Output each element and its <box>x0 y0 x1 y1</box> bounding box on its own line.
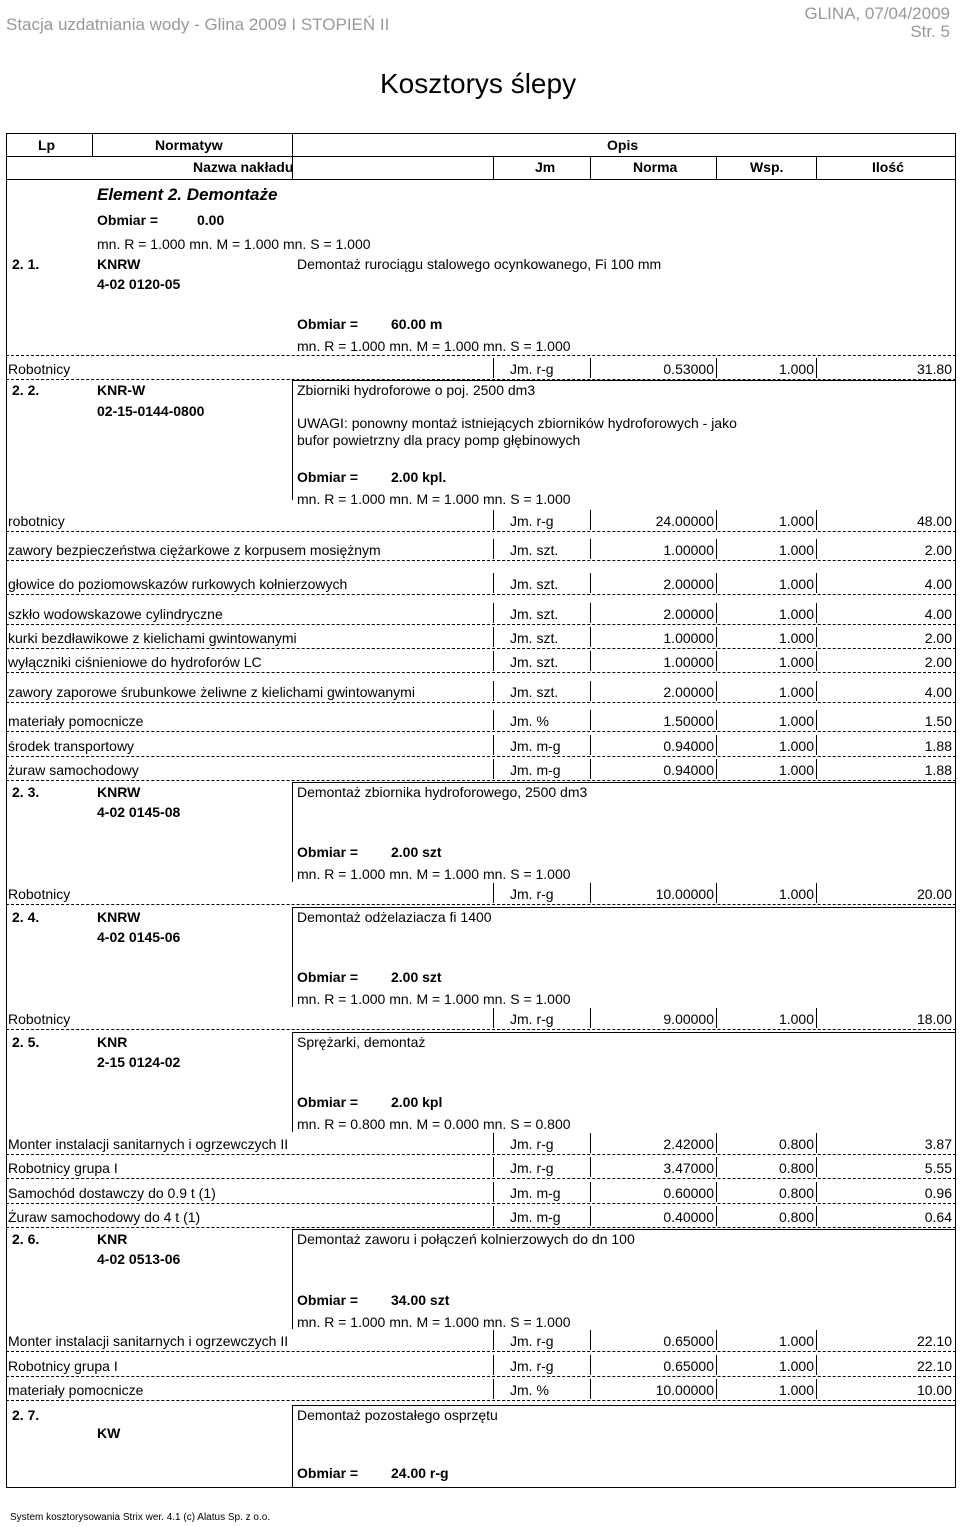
column-separator <box>590 510 591 530</box>
position-code: KNRW <box>97 909 141 925</box>
resource-quantity: 1.88 <box>924 738 952 754</box>
column-separator <box>590 759 591 779</box>
column-separator <box>816 603 817 623</box>
column-separator <box>816 735 817 755</box>
position-multipliers: mn. R = 1.000 mn. M = 1.000 mn. S = 1.000 <box>297 338 571 354</box>
column-separator <box>816 1355 817 1375</box>
column-separator <box>590 681 591 701</box>
resource-name: Robotnicy grupa I <box>8 1358 118 1374</box>
position-obmiar-value: 2.00 szt <box>391 844 442 860</box>
position-code-number: 2-15 0124-02 <box>97 1054 181 1070</box>
column-separator <box>493 1008 494 1028</box>
column-separator <box>590 573 591 593</box>
resource-name: Robotnicy grupa I <box>8 1160 118 1176</box>
position-obmiar-label: Obmiar = <box>297 844 359 860</box>
resource-unit: Jm. m-g <box>510 1209 561 1225</box>
resource-norm: 0.94000 <box>663 762 714 778</box>
column-separator <box>816 1008 817 1028</box>
position-lp: 2. 2. <box>12 382 40 398</box>
position-obmiar-value: 60.00 m <box>391 316 443 332</box>
col-header-opis: Opis <box>607 137 639 153</box>
col-header-nazwa: Nazwa nakładu <box>193 159 294 175</box>
column-separator <box>716 651 717 671</box>
col-header-norma: Norma <box>633 159 678 175</box>
column-separator <box>493 651 494 671</box>
position-description: Sprężarki, demontaż <box>297 1034 426 1050</box>
resource-norm: 0.40000 <box>663 1209 714 1225</box>
column-separator <box>816 681 817 701</box>
resource-quantity: 2.00 <box>924 630 952 646</box>
position-lp: 2. 5. <box>12 1034 40 1050</box>
resource-norm: 9.00000 <box>663 1011 714 1027</box>
resource-norm: 2.00000 <box>663 576 714 592</box>
resource-unit: Jm. % <box>510 1382 549 1398</box>
resource-norm: 0.60000 <box>663 1185 714 1201</box>
column-separator <box>493 735 494 755</box>
column-separator <box>493 1330 494 1350</box>
description-border <box>292 380 293 500</box>
position-description: Demontaż zbiornika hydroforowego, 2500 dm3 <box>297 784 588 800</box>
header-divider <box>6 156 956 157</box>
resource-norm: 2.00000 <box>663 606 714 622</box>
column-separator <box>716 510 717 530</box>
resource-factor: 1.000 <box>778 513 814 529</box>
column-separator <box>816 710 817 730</box>
resource-quantity: 10.00 <box>916 1382 952 1398</box>
position-remarks: UWAGI: ponowny montaż istniejących zbiorników hydroforowych - jako <box>297 415 737 431</box>
resource-factor: 1.000 <box>778 1382 814 1398</box>
document-header-date: GLINA, 07/04/2009 <box>804 4 950 23</box>
resource-name: Monter instalacji sanitarnych i ogrzewczych II <box>8 1333 289 1349</box>
column-separator <box>816 1206 817 1226</box>
col-header-lp: Lp <box>38 137 56 153</box>
column-separator <box>590 539 591 559</box>
position-description: Demontaż pozostałego osprzętu <box>297 1407 498 1423</box>
row-separator <box>6 531 956 532</box>
column-separator <box>590 710 591 730</box>
row-separator <box>6 355 956 356</box>
resource-unit: Jm. szt. <box>510 542 559 558</box>
resource-factor: 0.800 <box>778 1136 814 1152</box>
position-obmiar-value: 34.00 szt <box>391 1292 450 1308</box>
resource-factor: 1.000 <box>778 606 814 622</box>
resource-quantity: 22.10 <box>916 1358 952 1374</box>
resource-factor: 1.000 <box>778 684 814 700</box>
resource-name: głowice do poziomowskazów rurkowych kołnierzowych <box>8 576 348 592</box>
resource-quantity: 2.00 <box>924 654 952 670</box>
row-separator <box>6 1029 956 1030</box>
column-separator <box>816 1379 817 1399</box>
column-separator <box>816 651 817 671</box>
resource-quantity: 4.00 <box>924 576 952 592</box>
resource-quantity: 3.87 <box>924 1136 952 1152</box>
resource-name: kurki bezdławikowe z kielichami gwintowanymi <box>8 630 297 646</box>
column-separator <box>493 759 494 779</box>
row-separator <box>6 624 956 625</box>
column-separator <box>716 681 717 701</box>
resource-factor: 0.800 <box>778 1160 814 1176</box>
resource-quantity: 22.10 <box>916 1333 952 1349</box>
row-separator <box>6 1154 956 1155</box>
resource-factor: 1.000 <box>778 713 814 729</box>
resource-quantity: 18.00 <box>916 1011 952 1027</box>
description-border <box>292 1032 293 1132</box>
position-lp: 2. 3. <box>12 784 40 800</box>
resource-name: Żuraw samochodowy do 4 t (1) <box>8 1209 201 1225</box>
resource-unit: Jm. r-g <box>510 1160 554 1176</box>
column-separator <box>816 1182 817 1202</box>
resource-name: robotnicy <box>8 513 65 529</box>
position-code: KNRW <box>97 784 141 800</box>
column-separator <box>716 539 717 559</box>
resource-quantity: 1.50 <box>924 713 952 729</box>
resource-name: szkło wodowskazowe cylindryczne <box>8 606 223 622</box>
resource-name: Robotnicy <box>8 1011 71 1027</box>
column-separator <box>493 603 494 623</box>
column-separator <box>493 883 494 903</box>
resource-quantity: 4.00 <box>924 684 952 700</box>
resource-norm: 0.53000 <box>663 361 714 377</box>
resource-name: materiały pomocnicze <box>8 713 144 729</box>
resource-unit: Jm. r-g <box>510 1011 554 1027</box>
position-top-rule <box>292 380 956 381</box>
resource-name: zawory zaporowe śrubunkowe żeliwne z kielichami gwintowanymi <box>8 684 415 700</box>
page-number: Str. 5 <box>910 22 950 41</box>
column-separator <box>590 735 591 755</box>
column-separator <box>493 1379 494 1399</box>
resource-unit: Jm. % <box>510 713 549 729</box>
position-obmiar-label: Obmiar = <box>297 1292 359 1308</box>
resource-norm: 1.50000 <box>663 713 714 729</box>
resource-norm: 1.00000 <box>663 630 714 646</box>
column-separator <box>590 603 591 623</box>
resource-unit: Jm. r-g <box>510 1136 554 1152</box>
resource-quantity: 0.96 <box>924 1185 952 1201</box>
resource-norm: 1.00000 <box>663 654 714 670</box>
column-separator <box>816 1133 817 1153</box>
position-multipliers: mn. R = 1.000 mn. M = 1.000 mn. S = 1.000 <box>297 491 571 507</box>
position-code-number: 4-02 0145-08 <box>97 804 181 820</box>
column-separator <box>816 627 817 647</box>
column-separator <box>590 1008 591 1028</box>
col-header-ilosc: Ilość <box>872 159 904 175</box>
position-multipliers: mn. R = 1.000 mn. M = 1.000 mn. S = 1.000 <box>297 991 571 1007</box>
resource-norm: 10.00000 <box>655 886 714 902</box>
header-bottom-rule <box>6 179 956 180</box>
resource-unit: Jm. szt. <box>510 606 559 622</box>
resource-norm: 2.42000 <box>663 1136 714 1152</box>
row-separator <box>6 1376 956 1377</box>
column-separator <box>493 510 494 530</box>
col-header-normatyw: Normatyw <box>155 137 223 153</box>
column-separator <box>716 1157 717 1177</box>
position-obmiar-value: 2.00 kpl. <box>391 469 447 485</box>
resource-unit: Jm. szt. <box>510 630 559 646</box>
column-separator <box>816 883 817 903</box>
position-lp: 2. 7. <box>12 1407 40 1423</box>
position-description: Demontaż zaworu i połączeń kolnierzowych do dn 100 <box>297 1231 635 1247</box>
resource-factor: 1.000 <box>778 886 814 902</box>
column-separator <box>493 1182 494 1202</box>
position-code-number: 4-02 0513-06 <box>97 1251 181 1267</box>
resource-norm: 0.65000 <box>663 1358 714 1374</box>
position-code-number: 4-02 0145-06 <box>97 929 181 945</box>
column-separator <box>493 681 494 701</box>
header-col-line <box>816 156 817 179</box>
resource-quantity: 2.00 <box>924 542 952 558</box>
column-separator <box>493 1206 494 1226</box>
position-obmiar-label: Obmiar = <box>297 969 359 985</box>
position-top-rule <box>292 1229 956 1230</box>
row-separator <box>6 1400 956 1401</box>
column-separator <box>590 627 591 647</box>
resource-factor: 1.000 <box>778 1333 814 1349</box>
position-code-number: 4-02 0120-05 <box>97 276 181 292</box>
column-separator <box>716 1133 717 1153</box>
resource-factor: 1.000 <box>778 361 814 377</box>
column-separator <box>493 539 494 559</box>
position-remarks-cont: bufor powietrzny dla pracy pomp głębinowych <box>297 432 581 448</box>
column-separator <box>716 358 717 378</box>
resource-norm: 10.00000 <box>655 1382 714 1398</box>
resource-name: Monter instalacji sanitarnych i ogrzewczych II <box>8 1136 289 1152</box>
position-description: Demontaż rurociągu stalowego ocynkowanego, Fi 100 mm <box>297 256 662 272</box>
resource-unit: Jm. r-g <box>510 1333 554 1349</box>
column-separator <box>716 1206 717 1226</box>
page-title: Kosztorys ślepy <box>380 68 577 99</box>
position-top-rule <box>292 907 956 908</box>
column-separator <box>590 883 591 903</box>
column-separator <box>816 1157 817 1177</box>
position-code: KNR-W <box>97 382 146 398</box>
resource-unit: Jm. m-g <box>510 1185 561 1201</box>
resource-unit: Jm. szt. <box>510 684 559 700</box>
resource-name: materiały pomocnicze <box>8 1382 144 1398</box>
resource-unit: Jm. m-g <box>510 762 561 778</box>
position-multipliers: mn. R = 1.000 mn. M = 1.000 mn. S = 1.000 <box>297 1314 571 1330</box>
resource-unit: Jm. szt. <box>510 654 559 670</box>
position-lp: 2. 1. <box>12 256 40 272</box>
row-separator <box>6 594 956 595</box>
column-separator <box>590 1330 591 1350</box>
element-obmiar-label: Obmiar = <box>97 212 159 228</box>
column-separator <box>816 358 817 378</box>
resource-factor: 1.000 <box>778 542 814 558</box>
column-separator <box>590 1206 591 1226</box>
resource-quantity: 20.00 <box>916 886 952 902</box>
resource-unit: Jm. r-g <box>510 361 554 377</box>
resource-name: Samochód dostawczy do 0.9 t (1) <box>8 1185 216 1201</box>
element-title: Element 2. Demontaże <box>97 185 278 204</box>
resource-norm: 1.00000 <box>663 542 714 558</box>
column-separator <box>590 651 591 671</box>
resource-factor: 1.000 <box>778 576 814 592</box>
position-top-rule <box>292 1405 956 1406</box>
position-obmiar-label: Obmiar = <box>297 469 359 485</box>
column-separator <box>493 1355 494 1375</box>
row-separator <box>6 672 956 673</box>
column-separator <box>816 539 817 559</box>
column-separator <box>590 1182 591 1202</box>
row-separator <box>6 731 956 732</box>
resource-factor: 0.800 <box>778 1209 814 1225</box>
position-lp: 2. 6. <box>12 1231 40 1247</box>
row-separator <box>6 756 956 757</box>
column-separator <box>493 573 494 593</box>
column-separator <box>590 1157 591 1177</box>
position-obmiar-label: Obmiar = <box>297 1465 359 1481</box>
position-obmiar-value: 2.00 kpl <box>391 1094 443 1110</box>
header-col-line <box>590 156 591 179</box>
resource-name: zawory bezpieczeństwa ciężarkowe z korpusem mosiężnym <box>8 542 381 558</box>
resource-unit: Jm. r-g <box>510 886 554 902</box>
position-lp: 2. 4. <box>12 909 40 925</box>
column-separator <box>716 1182 717 1202</box>
position-obmiar-value: 2.00 szt <box>391 969 442 985</box>
resource-quantity: 1.88 <box>924 762 952 778</box>
column-separator <box>716 1330 717 1350</box>
position-code: KNRW <box>97 256 141 272</box>
resource-name: Robotnicy <box>8 886 71 902</box>
column-separator <box>590 358 591 378</box>
resource-name: Robotnicy <box>8 361 71 377</box>
position-multipliers: mn. R = 0.800 mn. M = 0.000 mn. S = 0.800 <box>297 1116 571 1132</box>
resource-name: wyłączniki ciśnieniowe do hydroforów LC <box>8 654 262 670</box>
position-top-rule <box>292 1032 956 1033</box>
column-separator <box>816 510 817 530</box>
resource-factor: 1.000 <box>778 1011 814 1027</box>
resource-quantity: 5.55 <box>924 1160 952 1176</box>
row-separator <box>6 1351 956 1352</box>
column-separator <box>590 1379 591 1399</box>
header-col-line <box>716 156 717 179</box>
resource-name: żuraw samochodowy <box>8 762 139 778</box>
column-separator <box>716 1379 717 1399</box>
header-col-line <box>493 156 494 179</box>
column-separator <box>716 573 717 593</box>
header-col-line <box>92 133 93 156</box>
column-separator <box>716 710 717 730</box>
position-code: KNR <box>97 1034 128 1050</box>
resource-name: środek transportowy <box>8 738 135 754</box>
column-separator <box>590 1355 591 1375</box>
column-separator <box>716 627 717 647</box>
position-code: KNR <box>97 1231 128 1247</box>
column-separator <box>816 1330 817 1350</box>
position-description: Demontaż odżelaziacza fi 1400 <box>297 909 492 925</box>
resource-quantity: 31.80 <box>916 361 952 377</box>
description-border <box>292 907 293 1007</box>
resource-norm: 3.47000 <box>663 1160 714 1176</box>
resource-norm: 24.00000 <box>655 513 714 529</box>
position-description: Zbiorniki hydroforowe o poj. 2500 dm3 <box>297 382 536 398</box>
resource-unit: Jm. szt. <box>510 576 559 592</box>
resource-norm: 0.65000 <box>663 1333 714 1349</box>
resource-factor: 0.800 <box>778 1185 814 1201</box>
position-obmiar-label: Obmiar = <box>297 316 359 332</box>
resource-factor: 1.000 <box>778 654 814 670</box>
position-code-number: 02-15-0144-0800 <box>97 403 205 419</box>
column-separator <box>716 759 717 779</box>
column-separator <box>716 735 717 755</box>
footer-credit: System kosztorysowania Strix wer. 4.1 (c) Alatus Sp. z o.o. <box>10 1512 271 1523</box>
column-separator <box>493 358 494 378</box>
column-separator <box>493 1157 494 1177</box>
column-separator <box>716 1355 717 1375</box>
resource-quantity: 4.00 <box>924 606 952 622</box>
position-code: KW <box>97 1425 121 1441</box>
row-separator <box>6 1178 956 1179</box>
resource-unit: Jm. r-g <box>510 513 554 529</box>
col-header-jm: Jm <box>535 159 556 175</box>
row-separator <box>6 904 956 905</box>
column-separator <box>816 573 817 593</box>
resource-norm: 0.94000 <box>663 738 714 754</box>
row-separator <box>6 648 956 649</box>
column-separator <box>590 1133 591 1153</box>
resource-norm: 2.00000 <box>663 684 714 700</box>
column-separator <box>493 1133 494 1153</box>
column-separator <box>716 603 717 623</box>
col-header-wsp: Wsp. <box>750 159 784 175</box>
description-border <box>292 1229 293 1329</box>
description-border <box>292 1405 293 1488</box>
column-separator <box>716 1008 717 1028</box>
column-separator <box>816 759 817 779</box>
column-separator <box>716 883 717 903</box>
row-separator <box>6 1203 956 1204</box>
resource-quantity: 0.64 <box>924 1209 952 1225</box>
document-header-title: Stacja uzdatniania wody - Glina 2009 I STOPIEŃ II <box>6 15 390 34</box>
element-obmiar-value: 0.00 <box>197 212 225 228</box>
row-separator <box>6 702 956 703</box>
position-top-rule <box>292 782 956 783</box>
resource-factor: 1.000 <box>778 738 814 754</box>
column-separator <box>493 710 494 730</box>
element-multipliers: mn. R = 1.000 mn. M = 1.000 mn. S = 1.000 <box>97 236 371 252</box>
resource-factor: 1.000 <box>778 1358 814 1374</box>
column-separator <box>493 627 494 647</box>
resource-unit: Jm. r-g <box>510 1358 554 1374</box>
description-border <box>292 782 293 882</box>
resource-quantity: 48.00 <box>916 513 952 529</box>
position-obmiar-value: 24.00 r-g <box>391 1465 449 1481</box>
position-obmiar-label: Obmiar = <box>297 1094 359 1110</box>
resource-factor: 1.000 <box>778 630 814 646</box>
row-separator <box>6 1227 956 1228</box>
position-multipliers: mn. R = 1.000 mn. M = 1.000 mn. S = 1.000 <box>297 866 571 882</box>
row-separator <box>6 780 956 781</box>
row-separator <box>6 560 956 561</box>
resource-factor: 1.000 <box>778 762 814 778</box>
resource-unit: Jm. m-g <box>510 738 561 754</box>
